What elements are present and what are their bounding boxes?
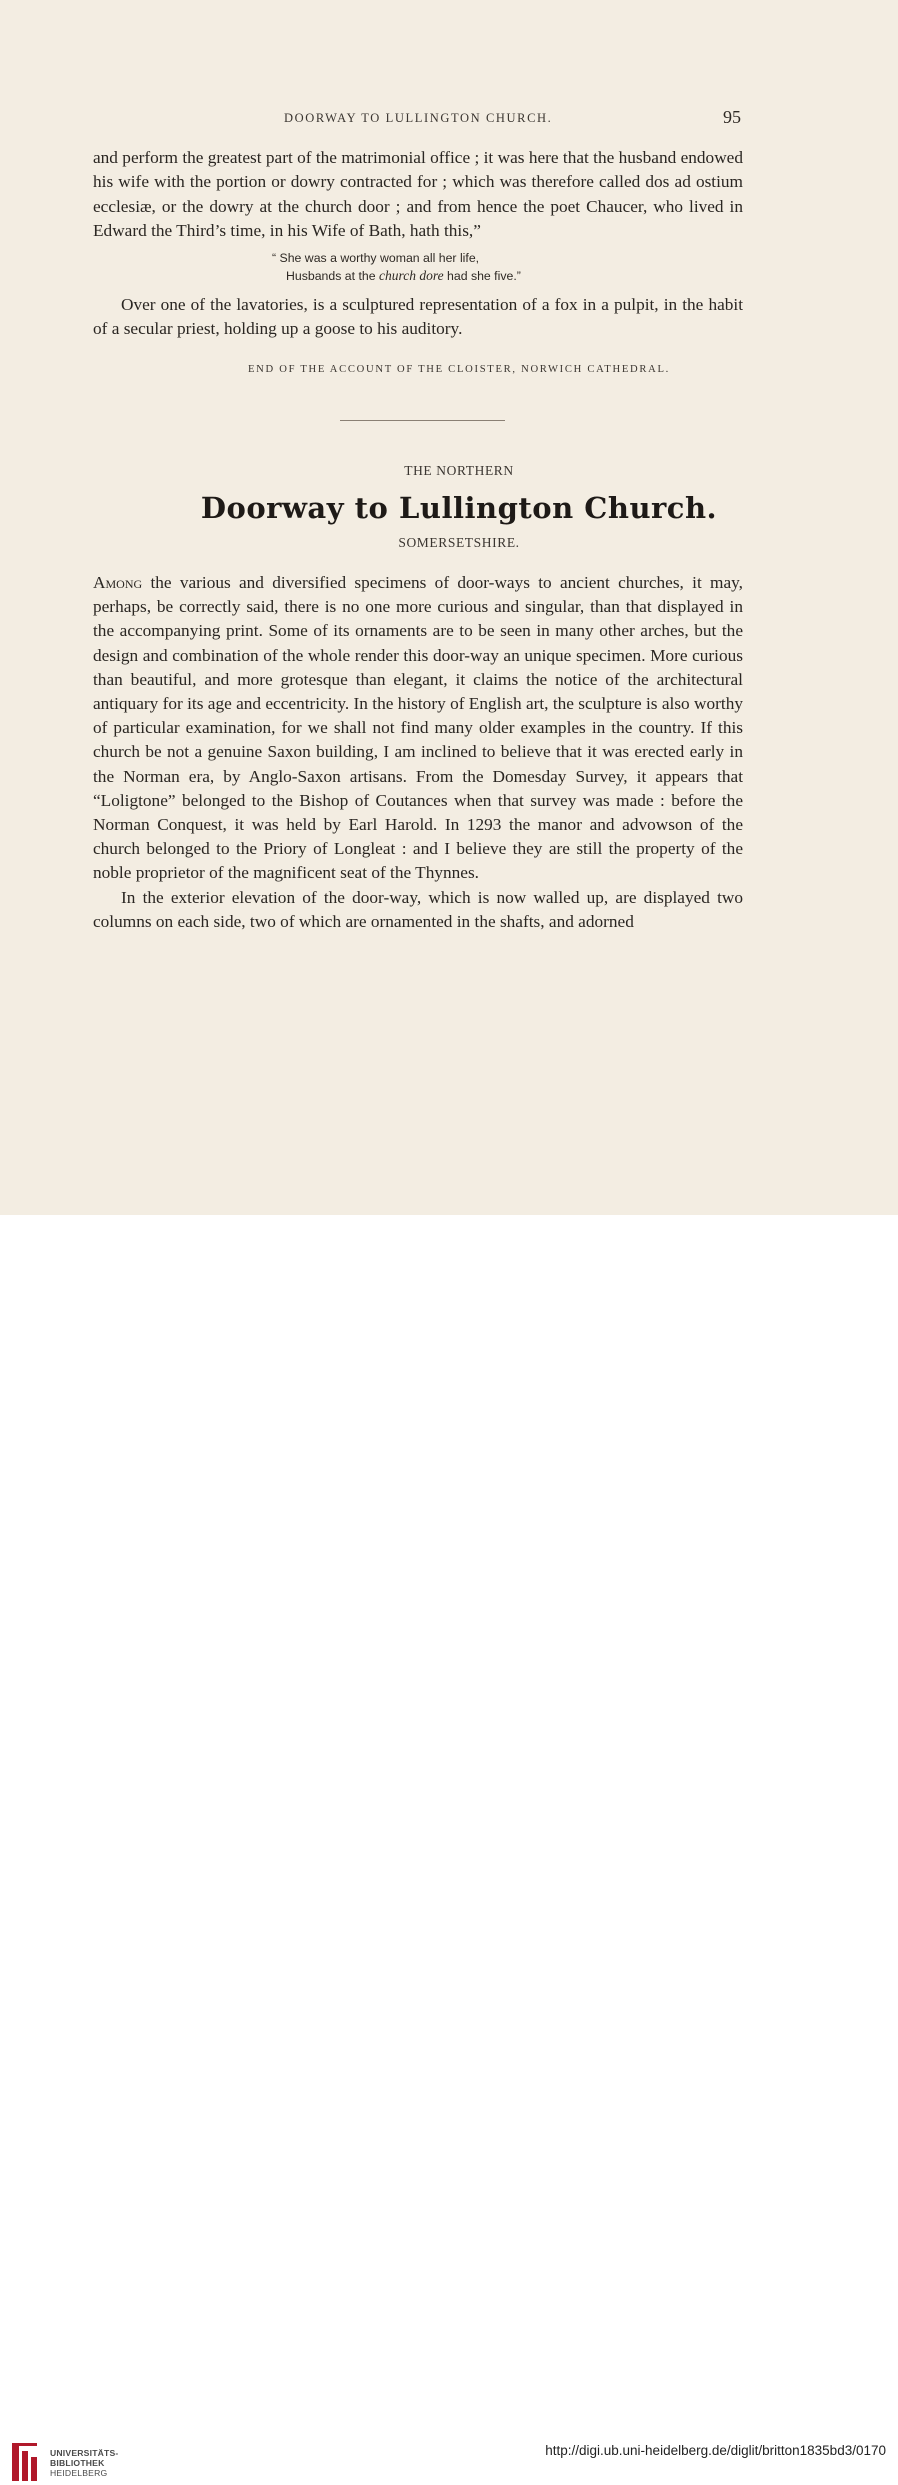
section-title: Doorway to Lullington Church. (200, 491, 718, 525)
quote-line-2 (272, 267, 521, 285)
library-name (50, 2449, 119, 2478)
section-kicker: THE NORTHERN (404, 463, 514, 478)
paragraph-2-text: Over one of the lavatories, is a sculptured representation of a fox in a pulpit, in the habit of a secular priest, holding up a goose to his auditory. (93, 295, 743, 339)
paragraph-1-text: and perform the greatest part of the matrimonial office ; it was here that the husband endowed his wife with the portion or dowry contracted for ; which was therefore called dos ad ostium ecclesiæ, or the dowry at the church door ; and from hence the poet Chaucer, who lived in Edward the Third’s time, in his Wife of Bath, hath this,” (93, 148, 743, 240)
paragraph-lavatories (93, 293, 743, 342)
paragraph-3 (93, 571, 743, 886)
quote-line-2-before: Husbands at the (286, 269, 379, 283)
quote-line-1: “ She was a worthy woman all her life, (272, 251, 480, 265)
quote-line-2-after: had she five.” (443, 269, 521, 283)
section-body (93, 571, 743, 934)
library-footer (0, 1215, 898, 2478)
book-page (0, 0, 898, 1215)
paragraph-3-text: the various and diversified specimens of door-ways to ancient churches, it may, perhaps, be correctly said, there is no one more curious and singular, than that displayed in the accompanying print. Some of its ornaments are to be seen in many other arches, but the design and combination of the whole render this door-way an unique specimen. More curious than beautiful, and more grotesque than elegant, it claims the notice of the architectural antiquary for its age and eccentricity. In the history of English art, the sculpture is also worthy of particular examination, for we shall not find many older examples in the country. If this church be not a genuine Saxon building, I am inclined to believe that it was erected early in the Norman era, by Anglo-Saxon artisans. From the Domesday Survey, it appears that “Loligtone” belonged to the Bishop of Coutances when that survey was made : before the Norman Conquest, it was held by Earl Harold. In 1293 the manor and advowson of the church belonged to the Priory of Longleat : and I believe they are still the property of the noble proprietor of the magnificent seat of the Thynnes. (93, 573, 743, 883)
library-name-line-3: HEIDELBERG (50, 2467, 108, 2478)
end-of-account-note: END OF THE ACCOUNT OF THE CLOISTER, NORWICH CATHEDRAL. (248, 364, 670, 375)
paragraph-3-lead: Among (93, 573, 143, 592)
university-library-logo-icon (10, 2441, 40, 2485)
running-head-title: DOORWAY TO LULLINGTON CHURCH. (284, 111, 553, 125)
permalink-url[interactable]: http://digi.ub.uni-heidelberg.de/diglit/britton1835bd3/0170 (545, 2443, 886, 2458)
library-name-line-2: BIBLIOTHEK (50, 2457, 105, 2468)
paragraph-matrimonial-office (93, 146, 743, 243)
paragraph-4-text: In the exterior elevation of the door-way, which is now walled up, are displayed two columns on each side, two of which are ornamented in the shafts, and adorned (93, 887, 743, 931)
section-subtitle: SOMERSETSHIRE. (398, 535, 520, 550)
library-name-line-1: UNIVERSITÄTS- (50, 2448, 119, 2458)
chaucer-quote (272, 249, 521, 285)
section-divider (340, 420, 505, 421)
quote-line-2-italic: church dore (378, 268, 444, 283)
page-number: 95 (723, 107, 741, 127)
